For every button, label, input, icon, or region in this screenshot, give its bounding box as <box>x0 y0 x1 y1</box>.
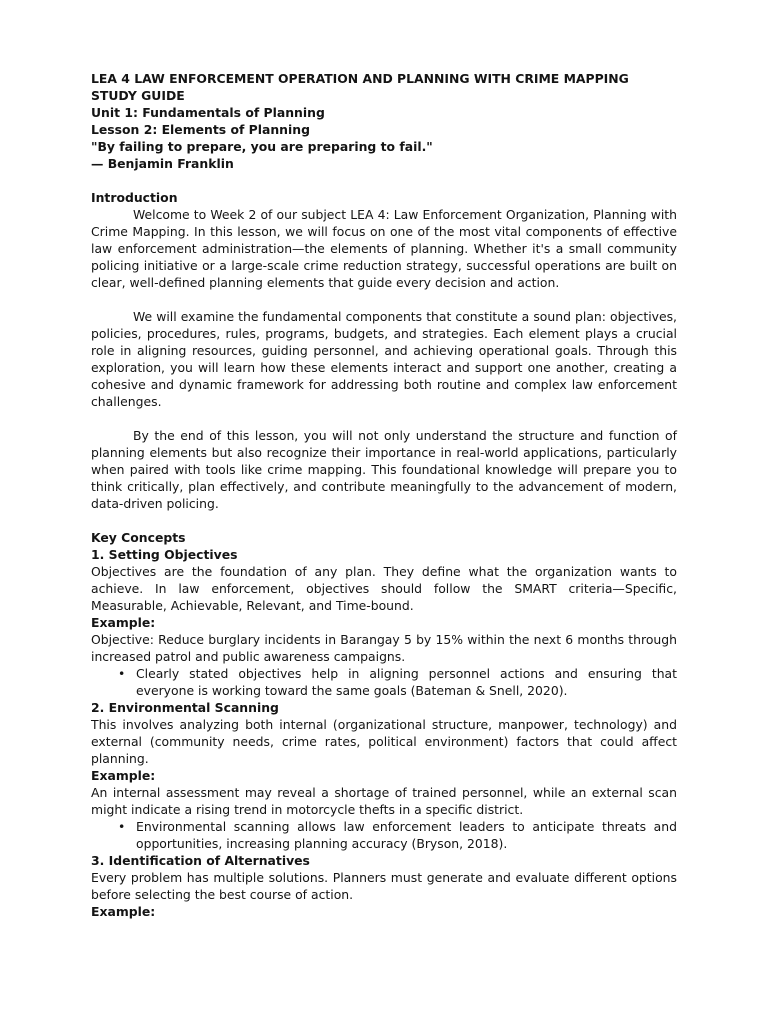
concept-title: 1. Setting Objectives <box>91 547 238 562</box>
intro-paragraph: Welcome to Week 2 of our subject LEA 4: Law Enforcement Organization, Planning with Crime Mapping. In this lesson, we will focus on one of the most vital components of effective law enforcement administration—the elements of planning. Whether it's a small community policing initiative or a large-scale crime reduction strategy, successful operations are built on clear, well-defined planning elements that guide every decision and action. <box>91 207 677 290</box>
concept-identification-of-alternatives <box>91 852 677 920</box>
example-label: Example: <box>91 904 156 919</box>
concept-title: 2. Environmental Scanning <box>91 700 279 715</box>
example-text: Objective: Reduce burglary incidents in Barangay 5 by 15% within the next 6 months through increased patrol and public awareness campaigns. <box>91 632 677 664</box>
example-text: An internal assessment may reveal a shortage of trained personnel, while an external scan might indicate a rising trend in motorcycle thefts in a specific district. <box>91 785 677 817</box>
document-page <box>91 70 677 920</box>
concept-body: This involves analyzing both internal (organizational structure, manpower, technology) and external (community needs, crime rates, political environment) factors that could affect planning. <box>91 717 677 766</box>
introduction-heading: Introduction <box>91 190 178 205</box>
concept-title: 3. Identification of Alternatives <box>91 853 310 868</box>
concept-body: Objectives are the foundation of any plan. They define what the organization wants to achieve. In law enforcement, objectives should follow the SMART criteria—Specific, Measurable, Achievable, Relevant, and Time-bound. <box>91 564 677 613</box>
key-concepts-section <box>91 529 677 920</box>
example-label: Example: <box>91 768 156 783</box>
spacer <box>91 291 677 308</box>
concept-environmental-scanning <box>91 699 677 852</box>
introduction-section <box>91 189 677 512</box>
intro-paragraph: By the end of this lesson, you will not only understand the structure and function of planning elements but also recognize their importance in real-world applications, particularly when paired with tools like crime mapping. This foundational knowledge will prepare you to think critically, plan effectively, and contribute meaningfully to the advancement of modern, data-driven policing. <box>91 428 677 511</box>
quote-author: — Benjamin Franklin <box>91 156 234 171</box>
bullet-list <box>91 665 677 699</box>
example-label: Example: <box>91 615 156 630</box>
lesson-title: Lesson 2: Elements of Planning <box>91 122 310 137</box>
bullet-item: • Clearly stated objectives help in aligning personnel actions and ensuring that everyone is working toward the same goals (Bateman & Snell, 2020). <box>136 665 677 699</box>
key-concepts-heading: Key Concepts <box>91 530 186 545</box>
quote-text: "By failing to prepare, you are preparing to fail." <box>91 139 433 154</box>
bullet-list <box>91 818 677 852</box>
course-title: LEA 4 LAW ENFORCEMENT OPERATION AND PLANNING WITH CRIME MAPPING <box>91 71 629 86</box>
spacer <box>91 172 677 189</box>
concept-setting-objectives <box>91 546 677 699</box>
unit-title: Unit 1: Fundamentals of Planning <box>91 105 325 120</box>
spacer <box>91 512 677 529</box>
spacer <box>91 410 677 427</box>
bullet-item: • Environmental scanning allows law enforcement leaders to anticipate threats and opportunities, increasing planning accuracy (Bryson, 2018). <box>136 818 677 852</box>
document-header <box>91 70 677 172</box>
document-type: STUDY GUIDE <box>91 88 185 103</box>
intro-paragraph: We will examine the fundamental components that constitute a sound plan: objectives, policies, procedures, rules, programs, budgets, and strategies. Each element plays a crucial role in aligning resources, guiding personnel, and achieving operational goals. Through this exploration, you will learn how these elements interact and support one another, creating a cohesive and dynamic framework for addressing both routine and complex law enforcement challenges. <box>91 309 677 409</box>
concept-body: Every problem has multiple solutions. Planners must generate and evaluate different options before selecting the best course of action. <box>91 870 677 902</box>
